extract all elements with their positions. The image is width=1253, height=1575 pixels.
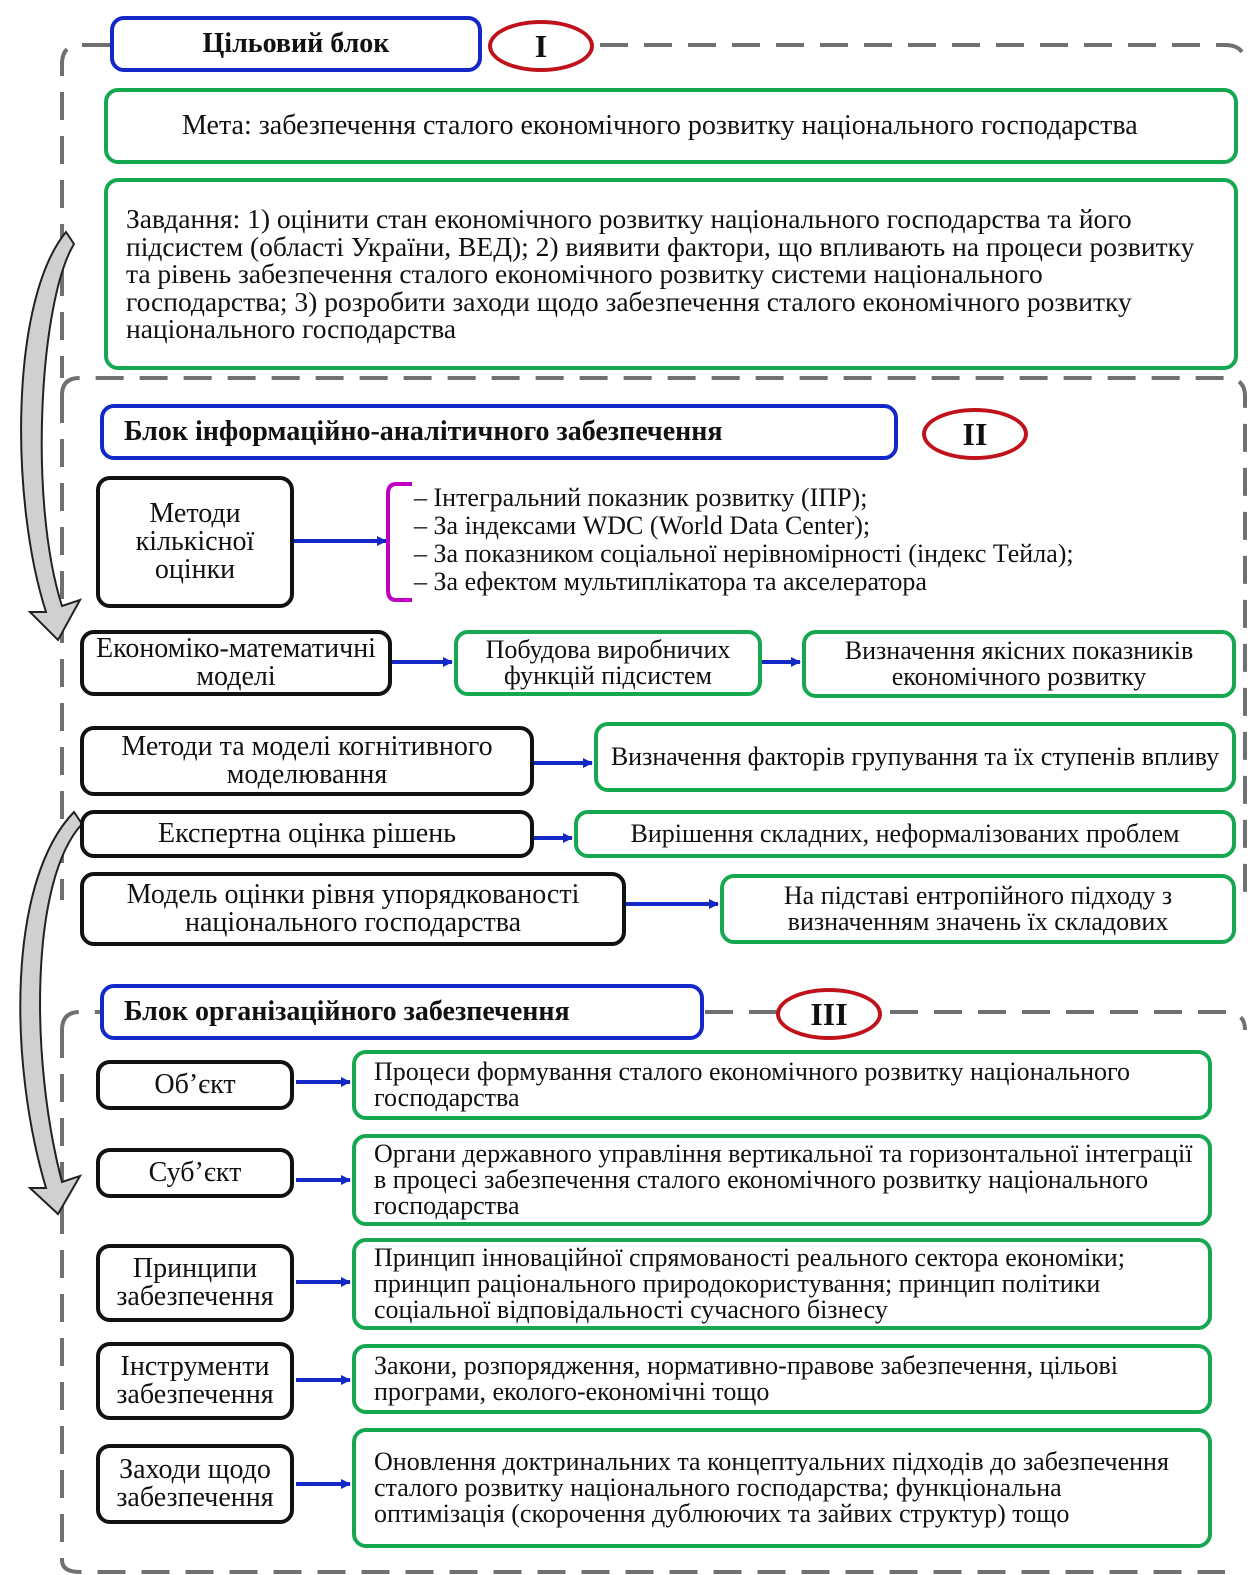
econ-models-label: Економіко-математичні моделі: [96, 633, 376, 692]
block-3-number-label: III: [810, 995, 848, 1032]
list-item: – За індексами WDC (World Data Center);: [414, 511, 871, 541]
measures-text-box: [352, 1428, 1212, 1548]
block-2-header: [100, 404, 898, 460]
measures-label: Заходи щодо забезпечення: [116, 1454, 274, 1513]
goal-box: [104, 88, 1238, 164]
object-label: Об’єкт: [154, 1069, 236, 1100]
goal-text: Мета: забезпечення сталого економічного розвитку національного господарства: [182, 110, 1138, 141]
quant-methods-box: [96, 476, 294, 608]
list-item: – Інтегральний показник розвитку (ІПР);: [414, 483, 868, 512]
instruments-text: Закони, розпорядження, нормативно-правове забезпечення, цільові програми, еколого-економічні тощо: [374, 1351, 1119, 1406]
curved-arrow-top: [21, 232, 80, 640]
block-3-number: [776, 988, 882, 1040]
measures-label-box: [96, 1444, 294, 1524]
subject-label-box: [96, 1148, 294, 1198]
cognitive-result-box: [594, 722, 1236, 792]
block-2-number: [922, 408, 1028, 460]
dashed-frame-block-3: [62, 1012, 105, 1030]
dashed-frame-block-1: [62, 45, 110, 378]
order-result-label: На підставі ентропійного підходу з визначенням значень їх складових: [783, 881, 1173, 936]
block-2-title: Блок інформаційно-аналітичного забезпечення: [124, 416, 723, 447]
block-1-header: [110, 16, 482, 72]
quant-methods-label: Методи кількісної оцінки: [135, 498, 255, 585]
quality-indicators-box: [802, 630, 1236, 698]
subject-text-box: [352, 1134, 1212, 1226]
list-item: – За показником соціальної нерівномірності (індекс Тейла);: [414, 539, 1074, 569]
block-3-header: [100, 984, 704, 1040]
cognitive-box: [80, 726, 534, 796]
block-1-number-label: I: [534, 27, 548, 64]
order-model-label: Модель оцінки рівня упорядкованості національного господарства: [126, 879, 580, 938]
principles-label: Принципи забезпечення: [116, 1253, 274, 1312]
block-2-number-label: II: [962, 415, 988, 452]
block-3-title: Блок організаційного забезпечення: [124, 996, 570, 1027]
instruments-label-box: [96, 1342, 294, 1420]
object-text-box: [352, 1050, 1212, 1120]
production-functions-box: [454, 630, 762, 696]
block-1-title: Цільовий блок: [202, 28, 390, 59]
order-model-box: [80, 872, 626, 946]
object-label-box: [96, 1060, 294, 1110]
expert-result-label: Вирішення складних, неформалізованих проблем: [630, 819, 1180, 848]
list-item: – За ефектом мультиплікатора та акселератора: [414, 567, 927, 597]
tasks-box: [104, 178, 1238, 370]
expert-label: Експертна оцінка рішень: [157, 818, 456, 849]
subject-label: Суб’єкт: [148, 1157, 242, 1188]
subject-text: Органи державного управління вертикальної та горизонтальної інтеграції в процесі забезпечення сталого економічного розвитку національного господарства: [374, 1139, 1193, 1220]
principles-text: Принцип інноваційної спрямованості реального сектора економіки; принцип раціонального природокористування; принцип політики соціальної відповідальності сучасного бізнесу: [374, 1243, 1125, 1324]
principles-label-box: [96, 1244, 294, 1322]
econ-models-box: [80, 630, 392, 696]
object-text: Процеси формування сталого економічного розвитку національного господарства: [374, 1057, 1131, 1112]
production-functions-label: Побудова виробничих функцій підсистем: [485, 635, 731, 690]
quant-methods-list: [414, 484, 1214, 600]
dashed-frame-block-1-top: [600, 45, 1245, 64]
block-1-number: [488, 20, 594, 72]
expert-box: [80, 810, 534, 858]
measures-text: Оновлення доктринальних та концептуальних підходів до забезпечення сталого розвитку національного господарства; функціональна оптимізація (скорочення дублюючих та зайвих структур) тощо: [374, 1447, 1169, 1528]
instruments-label: Інструменти забезпечення: [116, 1351, 274, 1410]
instruments-text-box: [352, 1344, 1212, 1414]
expert-result-box: [574, 810, 1236, 858]
order-result-box: [720, 874, 1236, 944]
cognitive-result-label: Визначення факторів групування та їх ступенів впливу: [610, 742, 1220, 771]
principles-text-box: [352, 1238, 1212, 1330]
quality-indicators-label: Визначення якісних показників економічного розвитку: [844, 636, 1194, 691]
tasks-text: Завдання: 1) оцінити стан економічного розвитку національного господарства та його підсистем (області України, ВЕД); 2) виявити фактори, що впливають на процеси розвитку та рівень забезпечення сталого економічного розвитку системи національного господарства; 3) розробити заходи щодо забезпечення сталого економічного розвитку національного господарства: [126, 203, 1195, 345]
list-bracket: [388, 484, 412, 600]
cognitive-label: Методи та моделі когнітивного моделювання: [121, 731, 493, 790]
